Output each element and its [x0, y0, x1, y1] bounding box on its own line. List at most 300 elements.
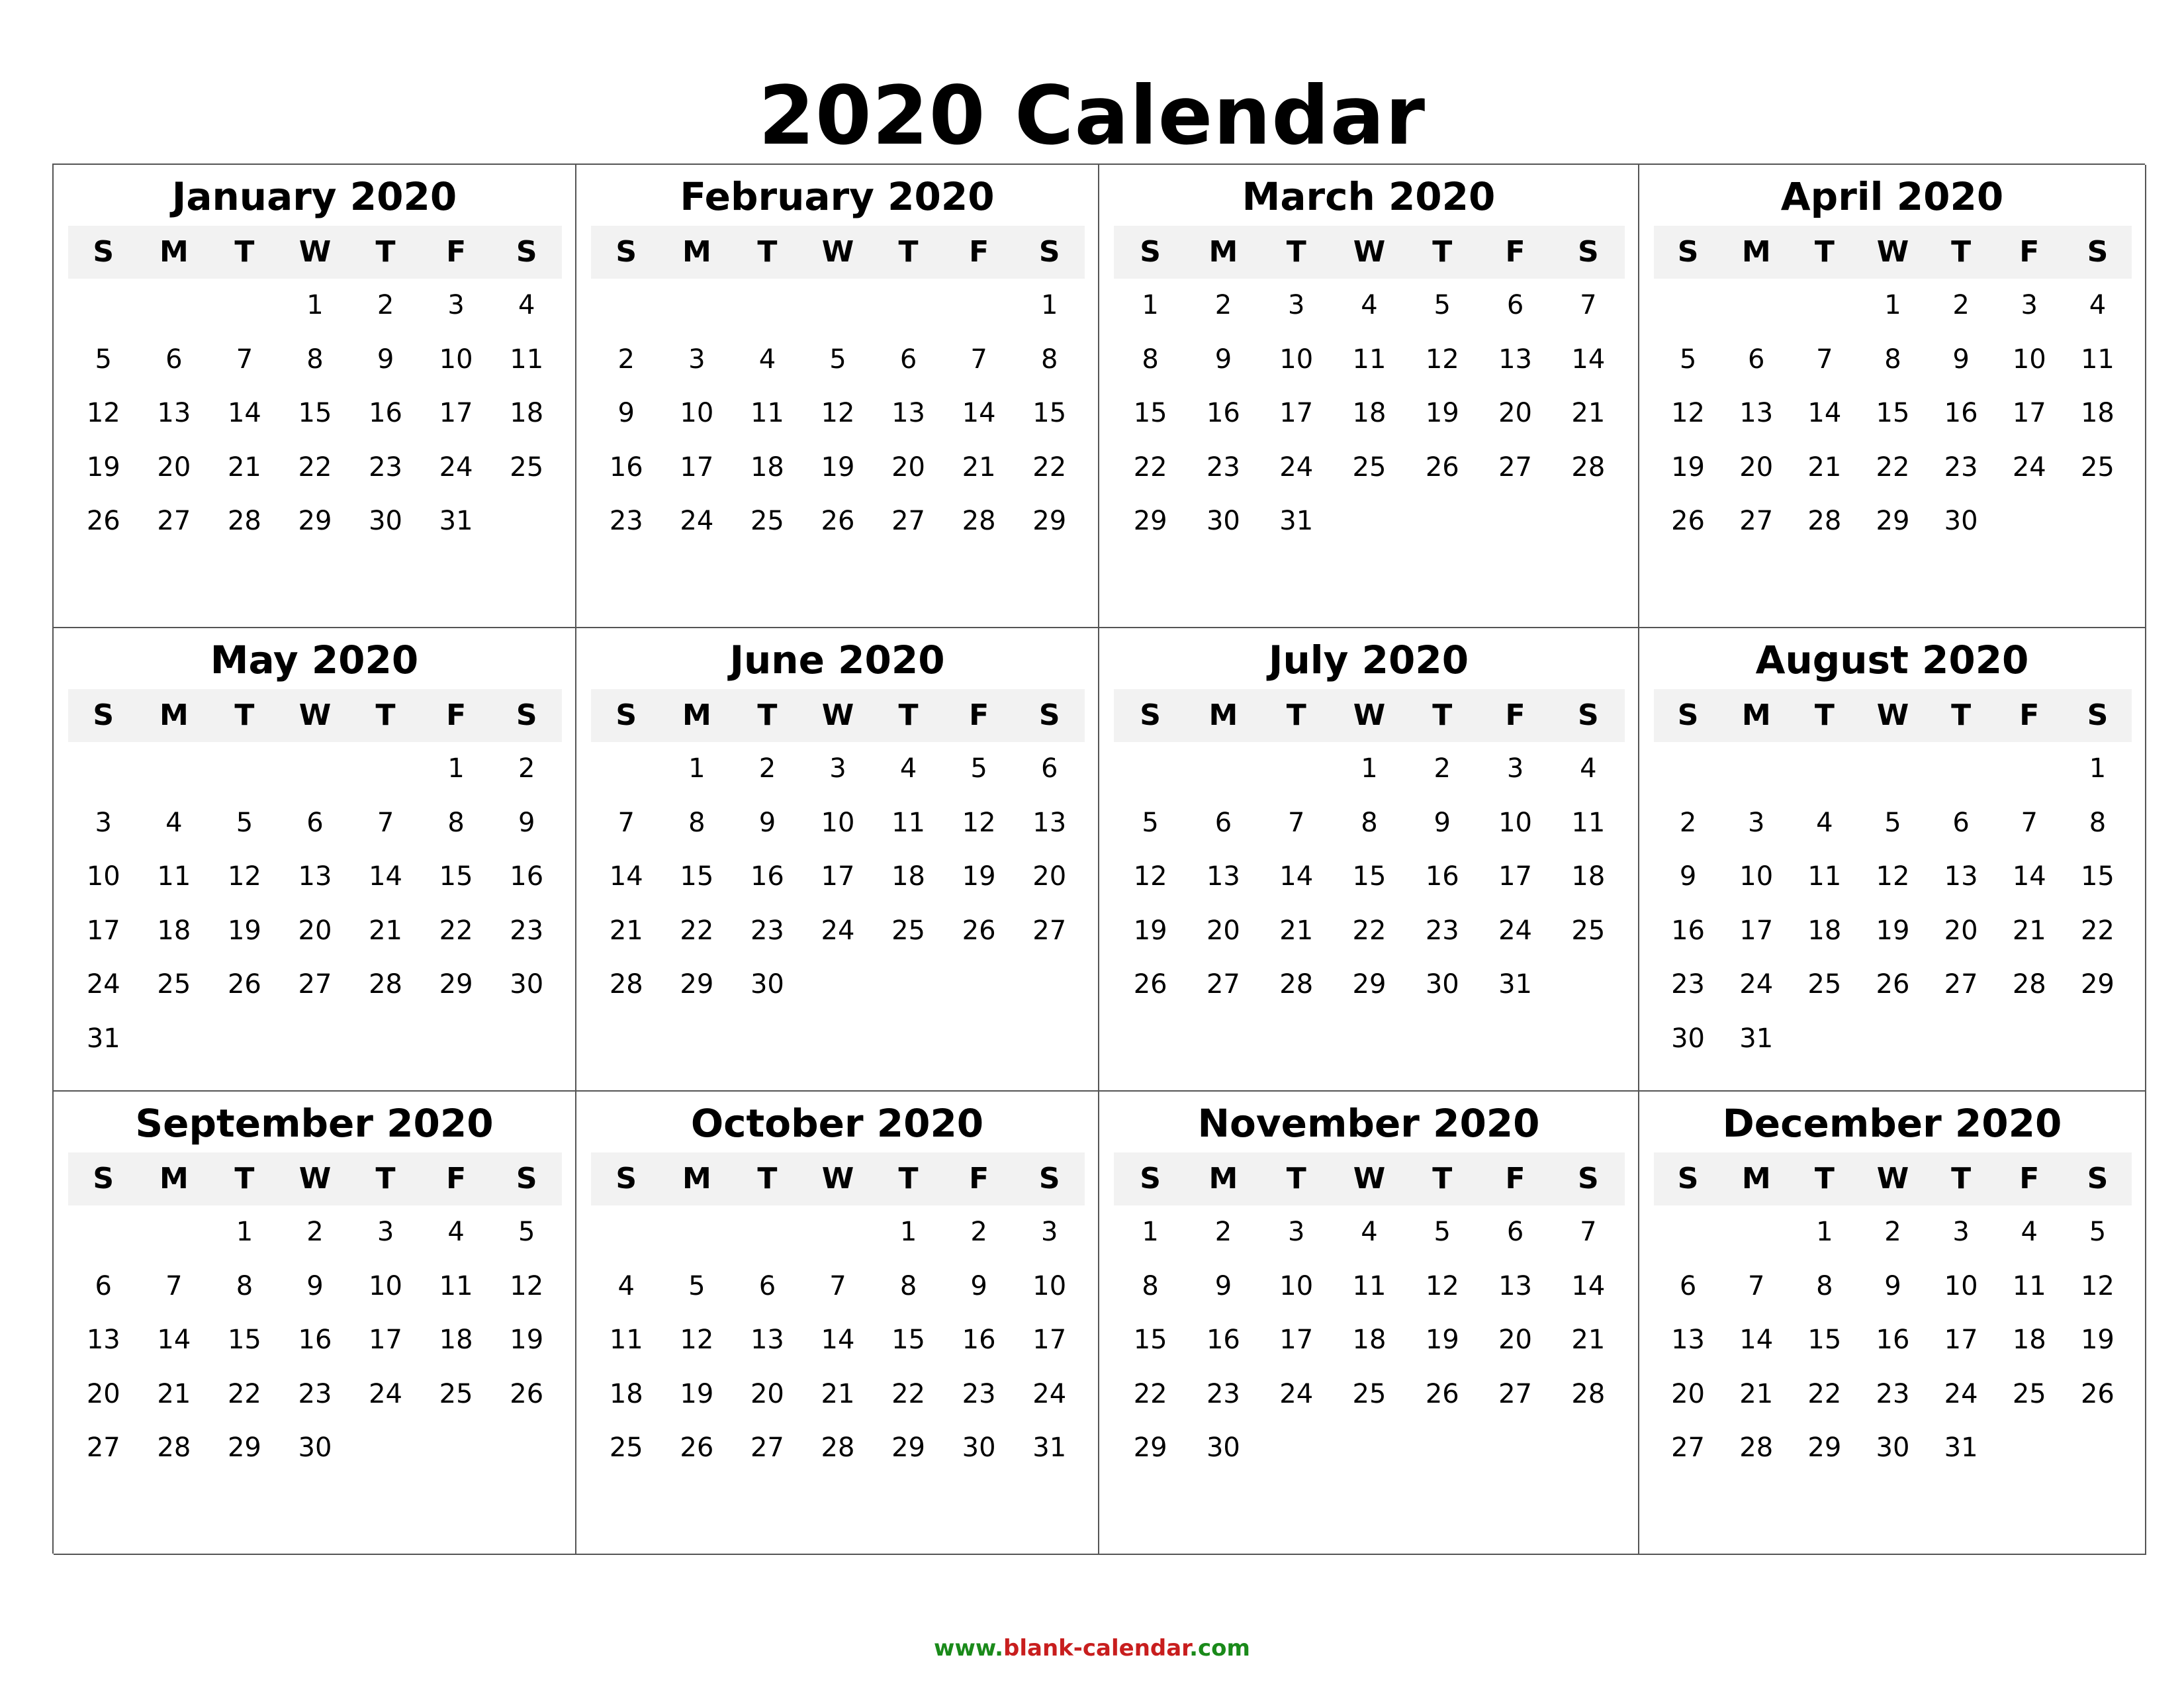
day-cell: 11 — [750, 398, 784, 428]
empty-day-cell — [209, 742, 280, 796]
day-cell: 27 — [1498, 1378, 1533, 1409]
day-cell: 4 — [447, 1217, 465, 1247]
day-cell: 22 — [680, 915, 714, 946]
weekday-header — [591, 1152, 1085, 1205]
day-cell: 20 — [1739, 451, 1774, 483]
day-cell: 7 — [1816, 344, 1833, 375]
day-cell: 31 — [86, 1023, 120, 1054]
day-cell: 7 — [377, 807, 394, 838]
weekday-label: T — [757, 698, 778, 732]
day-cell: 3 — [688, 344, 705, 375]
day-cell: 17 — [1498, 861, 1533, 892]
month-title: August 2020 — [1755, 637, 2029, 682]
day-cell: 18 — [1807, 915, 1842, 946]
footer-url-brand: blank-calendar — [1003, 1635, 1190, 1662]
day-cell: 30 — [1944, 506, 1978, 536]
weekday-label: T — [1814, 235, 1835, 269]
day-cell: 26 — [1425, 451, 1459, 483]
day-cell: 4 — [1816, 807, 1833, 838]
day-cell: 21 — [369, 915, 403, 946]
footer-url-prefix: www. — [934, 1635, 1004, 1662]
day-cell: 15 — [1133, 1325, 1167, 1355]
day-cell: 24 — [1739, 969, 1774, 1000]
weekday-label: W — [821, 1162, 854, 1196]
day-cell: 22 — [1352, 915, 1387, 946]
empty-day-cell — [1654, 1205, 1722, 1260]
day-cell: 10 — [1279, 1270, 1314, 1301]
day-cell: 17 — [1739, 915, 1774, 946]
weekday-label: T — [375, 1162, 396, 1196]
month-title: February 2020 — [680, 174, 995, 219]
day-cell: 21 — [821, 1378, 855, 1409]
empty-day-cell — [68, 279, 139, 333]
day-cell: 2 — [377, 290, 394, 320]
month-title: April 2020 — [1780, 174, 2004, 219]
day-cell: 2 — [758, 753, 776, 784]
day-cell: 3 — [1040, 1217, 1058, 1247]
empty-day-cell — [1722, 279, 1790, 333]
empty-day-cell — [1927, 742, 1995, 796]
day-cell: 18 — [1352, 1325, 1387, 1355]
day-cell: 11 — [157, 861, 191, 892]
day-cell: 23 — [298, 1378, 332, 1409]
day-cell: 4 — [899, 753, 917, 784]
weekday-label: F — [446, 698, 467, 732]
month-block — [1099, 165, 1639, 628]
day-cell: 6 — [306, 807, 324, 838]
day-cell: 30 — [1876, 1432, 1910, 1463]
weekday-label: T — [234, 698, 255, 732]
day-cell: 9 — [758, 807, 776, 838]
day-cell: 17 — [1032, 1325, 1067, 1355]
weekday-label: F — [446, 1162, 467, 1196]
day-cell: 3 — [1287, 290, 1305, 320]
day-grid — [1654, 742, 2132, 1066]
day-cell: 26 — [2080, 1378, 2115, 1409]
day-cell: 1 — [1816, 1217, 1833, 1247]
day-cell: 15 — [298, 398, 332, 428]
day-cell: 13 — [1498, 1270, 1533, 1301]
day-cell: 12 — [2080, 1270, 2115, 1301]
day-cell: 28 — [962, 506, 996, 536]
day-cell: 17 — [86, 915, 120, 946]
day-cell: 20 — [1671, 1378, 1706, 1409]
day-grid — [591, 1205, 1085, 1476]
month-block — [54, 1092, 576, 1555]
weekday-label: S — [516, 1162, 537, 1196]
day-cell: 9 — [1433, 807, 1451, 838]
weekday-label: S — [615, 1162, 637, 1196]
empty-day-cell — [591, 1205, 662, 1260]
day-cell: 1 — [1884, 290, 1901, 320]
day-cell: 28 — [227, 506, 261, 536]
day-cell: 28 — [1279, 969, 1314, 1000]
day-cell: 5 — [1433, 1217, 1451, 1247]
day-cell: 29 — [1032, 506, 1067, 536]
day-cell: 19 — [1133, 915, 1167, 946]
empty-day-cell — [350, 742, 421, 796]
day-cell: 6 — [1679, 1270, 1697, 1301]
weekday-label: S — [1038, 1162, 1060, 1196]
day-cell: 3 — [1287, 1217, 1305, 1247]
weekday-label: W — [1876, 235, 1909, 269]
day-cell: 31 — [1279, 506, 1314, 536]
day-cell: 22 — [1133, 1378, 1167, 1409]
day-cell: 21 — [1807, 451, 1842, 483]
day-cell: 19 — [1425, 1325, 1459, 1355]
weekday-label: M — [682, 235, 711, 269]
day-cell: 6 — [1506, 1217, 1524, 1247]
empty-day-cell — [591, 279, 662, 333]
day-cell: 14 — [1571, 1270, 1606, 1301]
weekday-label: W — [1353, 698, 1386, 732]
day-cell: 31 — [1032, 1432, 1067, 1463]
empty-day-cell — [1790, 742, 1858, 796]
day-cell: 28 — [2012, 969, 2046, 1000]
day-cell: 19 — [821, 451, 855, 483]
day-cell: 16 — [1206, 1325, 1240, 1355]
day-cell: 8 — [899, 1270, 917, 1301]
month-block — [54, 628, 576, 1092]
day-cell: 13 — [86, 1325, 120, 1355]
day-cell: 15 — [227, 1325, 261, 1355]
weekday-header — [1114, 226, 1625, 279]
day-cell: 2 — [518, 753, 535, 784]
weekday-label: T — [1432, 698, 1453, 732]
day-cell: 12 — [821, 398, 855, 428]
day-cell: 13 — [157, 398, 191, 428]
day-cell: 30 — [298, 1432, 332, 1463]
day-cell: 22 — [1807, 1378, 1842, 1409]
weekday-label: S — [1140, 235, 1161, 269]
day-cell: 29 — [439, 969, 473, 1000]
weekday-header — [1114, 1152, 1625, 1205]
day-cell: 4 — [758, 344, 776, 375]
weekday-label: S — [93, 698, 114, 732]
day-cell: 17 — [821, 861, 855, 892]
day-cell: 24 — [1498, 915, 1533, 946]
day-cell: 10 — [2012, 344, 2046, 375]
day-cell: 11 — [1571, 807, 1606, 838]
day-cell: 7 — [2021, 807, 2038, 838]
day-cell: 29 — [227, 1432, 261, 1463]
day-cell: 2 — [1884, 1217, 1901, 1247]
empty-day-cell — [1187, 742, 1259, 796]
day-cell: 8 — [236, 1270, 253, 1301]
day-cell: 23 — [1876, 1378, 1910, 1409]
weekday-label: M — [1208, 698, 1238, 732]
empty-day-cell — [280, 742, 351, 796]
day-cell: 14 — [1807, 398, 1842, 428]
day-cell: 24 — [369, 1378, 403, 1409]
day-cell: 12 — [86, 398, 120, 428]
empty-day-cell — [591, 742, 662, 796]
weekday-label: F — [1505, 698, 1525, 732]
day-cell: 7 — [617, 807, 635, 838]
day-cell: 14 — [1571, 344, 1606, 375]
footer-url[interactable] — [0, 1635, 2184, 1662]
weekday-label: T — [1286, 698, 1306, 732]
weekday-label: M — [159, 1162, 189, 1196]
day-cell: 12 — [1671, 398, 1706, 428]
weekday-label: W — [1353, 1162, 1386, 1196]
day-cell: 31 — [1498, 969, 1533, 1000]
day-cell: 7 — [165, 1270, 183, 1301]
day-cell: 7 — [1580, 1217, 1597, 1247]
day-cell: 23 — [510, 915, 544, 946]
day-cell: 6 — [1747, 344, 1765, 375]
month-title: October 2020 — [690, 1101, 984, 1146]
weekday-label: S — [2087, 1162, 2109, 1196]
day-cell: 17 — [369, 1325, 403, 1355]
day-cell: 10 — [1032, 1270, 1067, 1301]
month-block — [576, 628, 1099, 1092]
day-cell: 28 — [1739, 1432, 1774, 1463]
weekday-label: W — [1876, 1162, 1909, 1196]
day-cell: 23 — [1944, 451, 1978, 483]
weekday-label: F — [2019, 235, 2040, 269]
day-cell: 7 — [1747, 1270, 1765, 1301]
day-cell: 22 — [891, 1378, 926, 1409]
month-block — [1099, 1092, 1639, 1555]
weekday-label: S — [1677, 698, 1699, 732]
day-cell: 26 — [1425, 1378, 1459, 1409]
day-cell: 16 — [1425, 861, 1459, 892]
day-cell: 29 — [1876, 506, 1910, 536]
day-cell: 26 — [821, 506, 855, 536]
weekday-label: S — [93, 235, 114, 269]
day-cell: 20 — [1032, 861, 1067, 892]
day-cell: 24 — [2012, 451, 2046, 483]
day-cell: 5 — [236, 807, 253, 838]
weekday-label: S — [1038, 235, 1060, 269]
day-cell: 4 — [617, 1270, 635, 1301]
day-cell: 29 — [1133, 506, 1167, 536]
day-grid — [1654, 279, 2132, 549]
weekday-label: W — [1353, 235, 1386, 269]
day-cell: 21 — [1739, 1378, 1774, 1409]
month-title: November 2020 — [1197, 1101, 1540, 1146]
day-cell: 13 — [1032, 807, 1067, 838]
day-cell: 3 — [829, 753, 846, 784]
day-cell: 2 — [1433, 753, 1451, 784]
day-cell: 4 — [165, 807, 183, 838]
day-cell: 31 — [439, 506, 473, 536]
day-cell: 20 — [891, 451, 926, 483]
day-cell: 12 — [1876, 861, 1910, 892]
day-cell: 3 — [1952, 1217, 1970, 1247]
day-cell: 11 — [1352, 1270, 1387, 1301]
day-cell: 1 — [306, 290, 324, 320]
day-cell: 5 — [688, 1270, 705, 1301]
day-grid — [1114, 279, 1625, 549]
empty-day-cell — [1260, 742, 1333, 796]
empty-day-cell — [944, 279, 1015, 333]
day-cell: 31 — [1739, 1023, 1774, 1054]
day-cell: 2 — [617, 344, 635, 375]
day-cell: 2 — [1952, 290, 1970, 320]
day-cell: 22 — [1876, 451, 1910, 483]
day-cell: 2 — [1679, 807, 1697, 838]
weekday-label: S — [516, 698, 537, 732]
weekday-label: F — [446, 235, 467, 269]
day-cell: 17 — [1944, 1325, 1978, 1355]
day-cell: 13 — [298, 861, 332, 892]
day-cell: 29 — [1133, 1432, 1167, 1463]
day-cell: 29 — [1352, 969, 1387, 1000]
day-cell: 22 — [227, 1378, 261, 1409]
day-cell: 8 — [1040, 344, 1058, 375]
weekday-label: S — [1577, 1162, 1599, 1196]
day-cell: 8 — [447, 807, 465, 838]
day-cell: 16 — [1876, 1325, 1910, 1355]
day-cell: 10 — [1279, 344, 1314, 375]
month-title: September 2020 — [135, 1101, 494, 1146]
day-cell: 10 — [1498, 807, 1533, 838]
weekday-label: S — [1577, 698, 1599, 732]
empty-day-cell — [1722, 1205, 1790, 1260]
empty-day-cell — [1654, 279, 1722, 333]
day-cell: 13 — [1498, 344, 1533, 375]
day-cell: 2 — [1214, 290, 1232, 320]
weekday-label: T — [1286, 1162, 1306, 1196]
month-block — [1639, 628, 2146, 1092]
day-cell: 1 — [2089, 753, 2107, 784]
day-cell: 18 — [891, 861, 926, 892]
day-cell: 29 — [891, 1432, 926, 1463]
day-cell: 11 — [510, 344, 544, 375]
day-cell: 25 — [157, 969, 191, 1000]
day-cell: 10 — [821, 807, 855, 838]
day-cell: 18 — [510, 398, 544, 428]
day-grid — [68, 279, 562, 549]
day-cell: 26 — [227, 969, 261, 1000]
day-cell: 8 — [2089, 807, 2107, 838]
day-cell: 25 — [1807, 969, 1842, 1000]
weekday-label: F — [2019, 698, 2040, 732]
weekday-label: F — [969, 698, 989, 732]
day-cell: 23 — [1206, 1378, 1240, 1409]
day-cell: 19 — [1876, 915, 1910, 946]
day-cell: 17 — [1279, 398, 1314, 428]
day-cell: 6 — [95, 1270, 112, 1301]
day-cell: 6 — [1040, 753, 1058, 784]
day-cell: 26 — [1133, 969, 1167, 1000]
weekday-label: M — [1741, 235, 1771, 269]
day-cell: 5 — [1679, 344, 1697, 375]
empty-day-cell — [662, 279, 733, 333]
day-cell: 9 — [970, 1270, 987, 1301]
day-cell: 27 — [86, 1432, 120, 1463]
day-cell: 12 — [227, 861, 261, 892]
day-cell: 20 — [1206, 915, 1240, 946]
day-cell: 25 — [609, 1432, 643, 1463]
day-cell: 6 — [165, 344, 183, 375]
day-cell: 11 — [2080, 344, 2115, 375]
day-cell: 8 — [306, 344, 324, 375]
footer-url-suffix: .com — [1189, 1635, 1250, 1662]
empty-day-cell — [803, 1205, 874, 1260]
weekday-label: T — [757, 1162, 778, 1196]
day-cell: 16 — [369, 398, 403, 428]
day-cell: 28 — [369, 969, 403, 1000]
day-cell: 30 — [369, 506, 403, 536]
day-cell: 27 — [1739, 506, 1774, 536]
weekday-label: M — [682, 698, 711, 732]
day-cell: 23 — [962, 1378, 996, 1409]
day-cell: 30 — [1425, 969, 1459, 1000]
day-cell: 11 — [439, 1270, 473, 1301]
weekday-label: W — [1876, 698, 1909, 732]
weekday-header — [1654, 226, 2132, 279]
day-cell: 13 — [1739, 398, 1774, 428]
day-cell: 15 — [2080, 861, 2115, 892]
day-cell: 10 — [1739, 861, 1774, 892]
day-cell: 12 — [1425, 344, 1459, 375]
weekday-label: M — [1741, 698, 1771, 732]
empty-day-cell — [1995, 742, 2064, 796]
day-cell: 25 — [439, 1378, 473, 1409]
day-cell: 14 — [369, 861, 403, 892]
day-cell: 25 — [2012, 1378, 2046, 1409]
day-cell: 5 — [1884, 807, 1901, 838]
weekday-label: M — [682, 1162, 711, 1196]
day-cell: 25 — [510, 451, 544, 483]
day-cell: 15 — [1807, 1325, 1842, 1355]
day-cell: 5 — [1142, 807, 1159, 838]
day-cell: 20 — [1498, 398, 1533, 428]
empty-day-cell — [803, 279, 874, 333]
day-cell: 5 — [95, 344, 112, 375]
day-cell: 16 — [750, 861, 784, 892]
weekday-label: F — [1505, 235, 1525, 269]
day-cell: 17 — [1279, 1325, 1314, 1355]
day-cell: 14 — [609, 861, 643, 892]
day-cell: 15 — [1876, 398, 1910, 428]
day-cell: 1 — [447, 753, 465, 784]
day-cell: 21 — [2012, 915, 2046, 946]
day-cell: 30 — [1671, 1023, 1706, 1054]
calendar-grid — [52, 164, 2145, 1554]
weekday-label: S — [615, 235, 637, 269]
weekday-header — [591, 689, 1085, 742]
day-cell: 19 — [1425, 398, 1459, 428]
weekday-label: W — [298, 698, 332, 732]
day-cell: 27 — [298, 969, 332, 1000]
day-cell: 7 — [1287, 807, 1305, 838]
day-cell: 14 — [157, 1325, 191, 1355]
weekday-label: S — [615, 698, 637, 732]
day-cell: 27 — [891, 506, 926, 536]
day-cell: 24 — [1944, 1378, 1978, 1409]
day-cell: 28 — [609, 969, 643, 1000]
day-cell: 27 — [1944, 969, 1978, 1000]
weekday-label: T — [757, 235, 778, 269]
day-cell: 8 — [1816, 1270, 1833, 1301]
day-cell: 3 — [1747, 807, 1765, 838]
day-cell: 3 — [377, 1217, 394, 1247]
day-grid — [1654, 1205, 2132, 1476]
day-cell: 3 — [1506, 753, 1524, 784]
day-cell: 6 — [1506, 290, 1524, 320]
day-cell: 9 — [1214, 1270, 1232, 1301]
day-cell: 29 — [1807, 1432, 1842, 1463]
day-cell: 29 — [680, 969, 714, 1000]
day-cell: 21 — [1571, 1325, 1606, 1355]
day-cell: 22 — [439, 915, 473, 946]
day-cell: 26 — [1671, 506, 1706, 536]
day-cell: 8 — [1884, 344, 1901, 375]
